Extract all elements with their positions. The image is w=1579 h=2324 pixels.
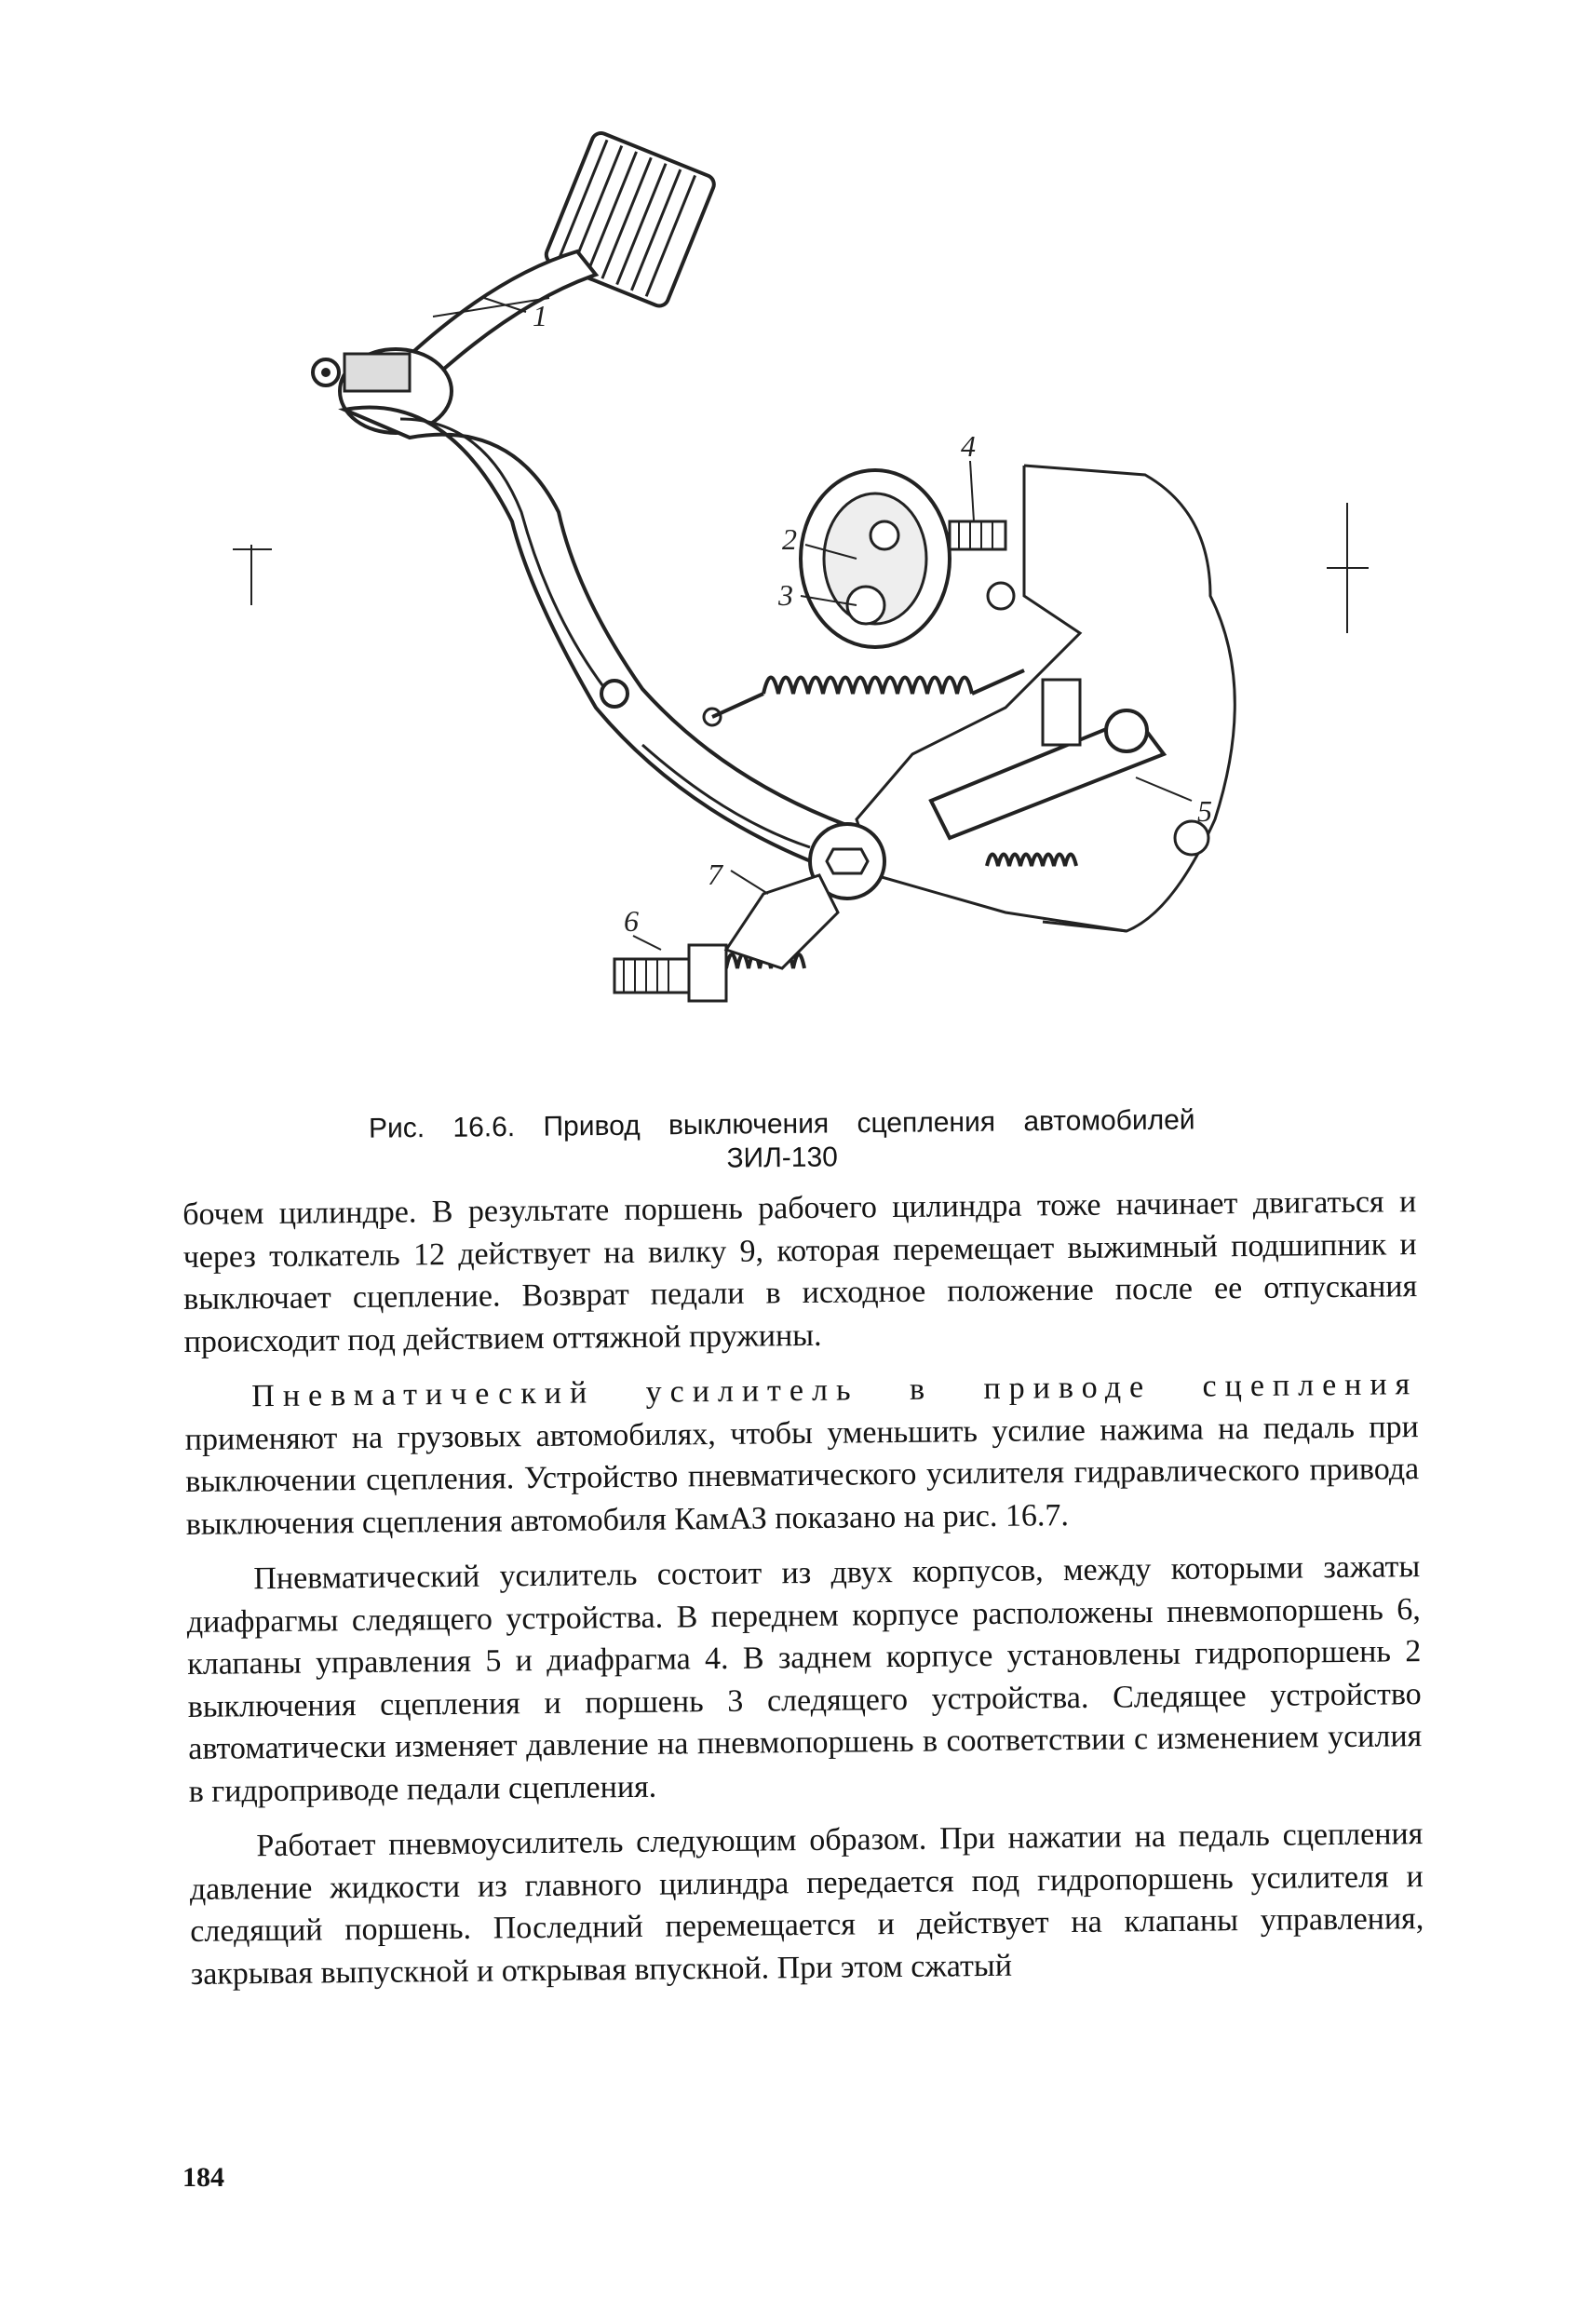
leader-5 [1136,777,1192,801]
master-cylinder [801,470,950,647]
figure-caption-line2: ЗИЛ-130 [726,1142,839,1174]
callout-6: 6 [624,904,639,938]
stop-bracket [726,875,838,968]
leader-6 [633,936,661,950]
return-spring [712,670,1024,717]
leader-4 [970,461,974,521]
clutch-drive-illustration [205,112,1369,1043]
paragraph-text: Пневматический усилитель состоит из двух корпусов, между которыми зажаты диафрагмы следящего устройства. В переднем корпусе расположены пневмопоршень 6, клапаны управления 5 и диафрагма 4. В заднем корпусе установлены гидропоршень 2 выключения сцепления и поршень 3 следящего устройства. Следящее устройство автоматически изменяет давление на пневмопоршень в соответствии с изменением усилия в гидроприводе педали сцепления. [186,1549,1423,1809]
registration-mark-right [1327,503,1369,633]
paragraph [182,1181,1418,1363]
leader-7 [731,871,768,894]
callout-7: 7 [708,858,722,891]
page-number: 184 [182,2162,224,2193]
linkage-rod [931,680,1208,866]
paragraph-text: применяют на грузовых автомобилях, чтобы уменьшить усилие нажима на педаль при выключении сцепления. Устройство пневматического усилителя гидравлического привода выключения сцепления автомобиля КамАЗ показано на рис. 16.7. [184,1409,1420,1542]
clutch-drive-drawing [205,112,1369,1043]
paragraph-lead-term: Пневматический усилитель в приводе сцепления [251,1367,1419,1414]
figure-caption-line1: Рис. 16.6. Привод выключения сцепления автомобилей [368,1104,1195,1144]
stop-bolt [614,945,726,1001]
body-text [182,1181,1424,2008]
callout-2: 2 [782,522,797,556]
paragraph-text: Работает пневмоусилитель следующим образом. При нажатии на педаль сцепления давление жидкости из главного цилиндра передается под гидропоршень усилителя и следящий поршень. Последний перемещается и действует на клапаны управления, закрывая выпускной и открывая впускной. При этом сжатый [189,1817,1424,1992]
callout-4: 4 [961,429,976,463]
paragraph [189,1813,1424,1995]
pedal-lever [344,408,857,876]
registration-mark-left [233,545,272,605]
paragraph [184,1363,1420,1546]
paragraph [186,1546,1423,1813]
figure-caption [317,1103,1248,1180]
paragraph-text: бочем цилиндре. В результате поршень рабочего цилиндра тоже начинает двигаться и через толкатель 12 действует на вилку 9, которая перемещает выжимный подшипник и выключает сцепление. Возврат педали в исходное положение после ее отпускания происходит под действием оттяжной пружины. [182,1184,1418,1359]
callout-1: 1 [533,299,547,332]
callout-5: 5 [1197,794,1212,828]
callout-3: 3 [778,578,793,612]
adjusting-bolt [950,521,1014,609]
